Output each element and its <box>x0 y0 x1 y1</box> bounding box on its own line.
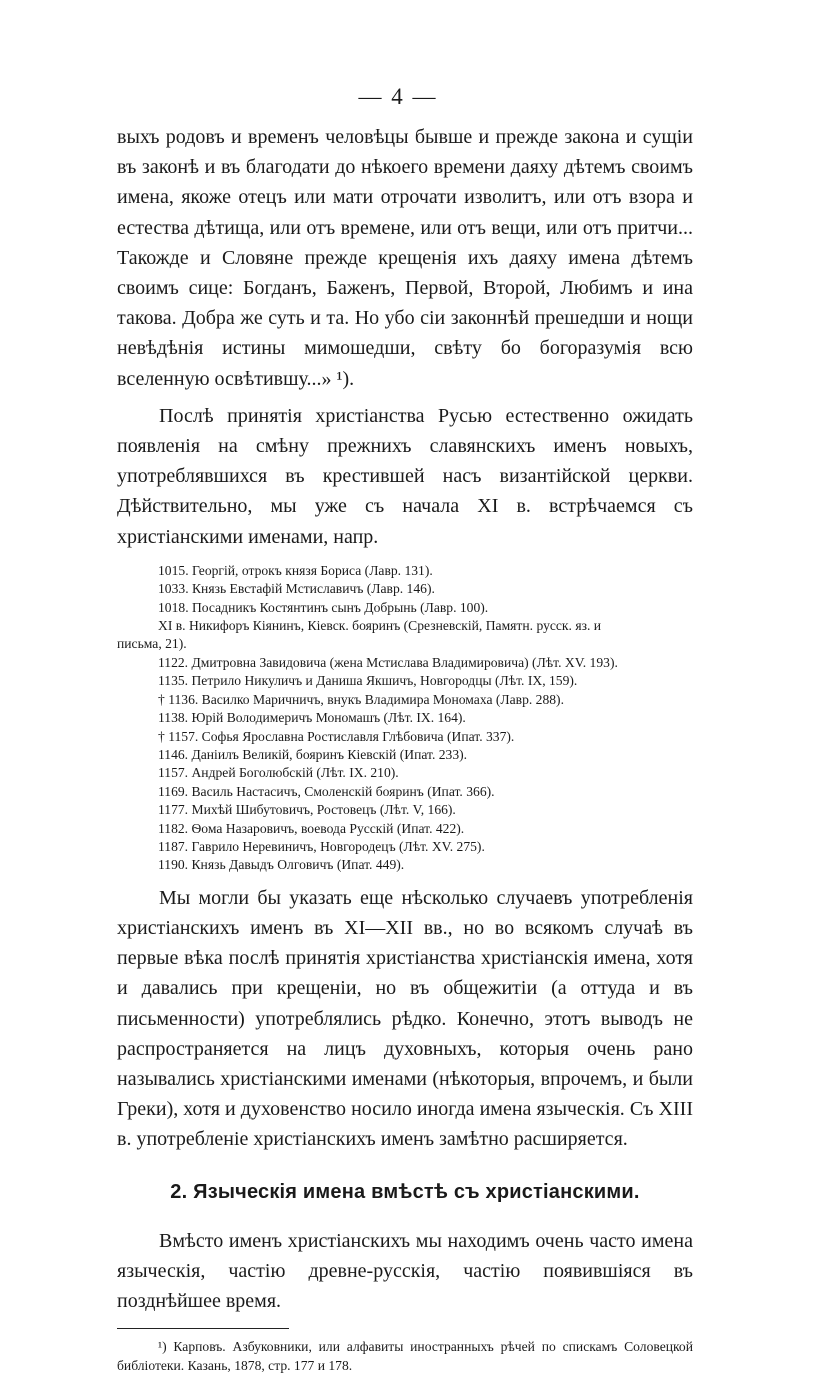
paragraph-pagan-names: Вмѣсто именъ христіанскихъ мы находимъ очень часто имена языческія, частію древне-русскія, частію появившіяся въ позднѣйшее время. <box>117 1229 693 1312</box>
list-item: 1182. Ѳома Назаровичъ, воевода Русскій (Ипат. 422). <box>158 820 465 836</box>
list-item: письма, 21). <box>117 636 187 652</box>
footnote: ¹) Карповъ. Азбуковники, или алфавиты иностранныхъ рѣчей по спискамъ Соловецкой библіотеки. Казань, 1878, стр. 177 и 178. <box>117 1339 693 1374</box>
list-item: XI в. Никифоръ Кіянинъ, Кіевск. бояринъ (Срезневскій, Памятн. русск. яз. и <box>158 618 602 634</box>
page-number: — 4 — <box>358 84 438 109</box>
examples-list <box>117 562 693 875</box>
list-item: 1122. Дмитровна Завидовича (жена Мстислава Владимировича) (Лѣт. XV. 193). <box>158 654 618 670</box>
section-heading: 2. Языческія имена вмѣстѣ съ христіанскими. <box>170 1180 640 1203</box>
list-item: 1187. Гаврило Неревиничъ, Новгородецъ (Лѣт. XV. 275). <box>158 838 485 854</box>
list-item: 1177. Михѣй Шибутовичъ, Ростовецъ (Лѣт. V, 166). <box>158 802 456 818</box>
list-item: 1157. Андрей Боголюбскій (Лѣт. IX. 210). <box>158 765 399 781</box>
list-item: 1015. Георгій, отрокъ князя Бориса (Лавр. 131). <box>158 562 433 578</box>
list-item: 1146. Даніилъ Великій, бояринъ Кіевскій (Ипат. 233). <box>158 746 468 762</box>
paragraph-christian-names: Послѣ принятія христіанства Русью естественно ожидать появленія на смѣну прежнихъ славянскихъ именъ новыхъ, употреблявшихся въ крестившей насъ византійской церкви. Дѣйствительно, мы уже съ начала XI в. встрѣчаемся съ христіанскими именами, напр. <box>117 404 693 548</box>
list-item: 1135. Петрило Никуличъ и Даниша Якшичъ, Новгородцы (Лѣт. IX, 159). <box>158 673 578 689</box>
list-item: † 1136. Василко Маричничъ, внукъ Владимира Мономаха (Лавр. 288). <box>158 691 564 707</box>
paragraph-usage: Мы могли бы указать еще нѣсколько случаевъ употребленія христіанскихъ именъ въ XI—XII вв., но во всякомъ случаѣ въ первые вѣка послѣ принятія христіанства христіанскія имена, хотя и давались при крещеніи, но въ общежитіи (а оттуда и въ письменности) употреблялись рѣдко. Конечно, этотъ выводъ не распространяется на лицъ духовныхъ, которыя очень рано назывались христіанскими именами (нѣкоторыя, впрочемъ, и были Греки), хотя и духовенство носило иногда имена языческія. Съ XIII в. употребленіе христіанскихъ именъ замѣтно расширяется. <box>117 886 693 1151</box>
list-item: † 1157. Софья Ярославна Ростиславля Глѣбовича (Ипат. 337). <box>158 728 515 744</box>
list-item: 1138. Юрій Володимеричъ Мономашъ (Лѣт. IX. 164). <box>158 710 466 726</box>
list-item: 1169. Василь Настасичъ, Смоленскій бояринъ (Ипат. 366). <box>158 783 495 799</box>
body-text <box>117 122 693 1375</box>
list-item: 1033. Князь Евстафій Мстиславичъ (Лавр. 146). <box>158 581 435 597</box>
list-item: 1190. Князь Давыдъ Олговичъ (Ипат. 449). <box>158 857 405 873</box>
paragraph-continuation: выхъ родовъ и временъ человѣцы бывше и прежде закона и сущіи въ законѣ и въ благодати до нѣкоего времени даяху дѣтемъ своимъ имена, якоже отецъ или мати отрочати изволитъ, или отъ взора и естества дѣтища, или отъ времене, или отъ вещи, или отъ притчи... Такожде и Словяне прежде крещенія ихъ даяху имена дѣтемъ своимъ сице: Богданъ, Баженъ, Первой, Второй, Любимъ и ина такова. Добра же суть и та. Но убо сіи законнѣй прешедши и нощи невѣдѣнія истины мимошедши, свѣту бо богоразумія всю вселенную освѣтившу...» ¹). <box>117 126 693 390</box>
list-item: 1018. Посадникъ Костянтинъ сынъ Добрынь (Лавр. 100). <box>158 599 489 615</box>
footnote-rule <box>117 1328 289 1329</box>
